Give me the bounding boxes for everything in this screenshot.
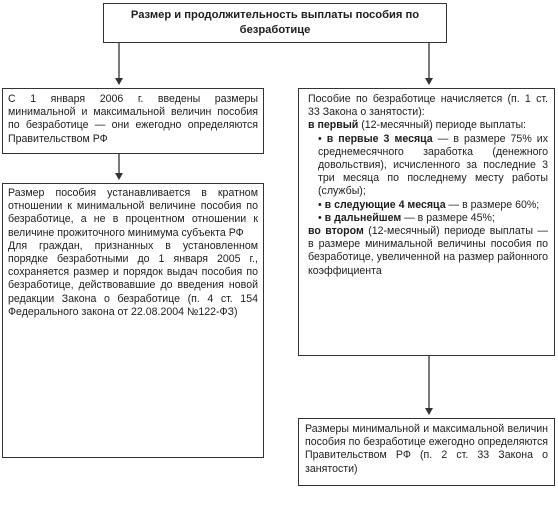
left-box-2-para-1: Размер пособия устанавливается в кратном отношении к минимальной величине пособия по безработице, а не в процентном отношении к величине прожиточного минимума субъекта РФ	[8, 187, 258, 239]
period-item-3-text: — в размере 45%;	[401, 211, 495, 224]
period-item-3-label: в дальнейшем	[324, 211, 402, 224]
period-item-2-label: в следующие 4 месяца	[324, 198, 446, 211]
left-box-1-text: С 1 января 2006 г. введены размеры минимальной и максимальной величин пособия по безработице — они ежегодно определяются Правительством РФ	[8, 93, 258, 145]
period-item-3: • в дальнейшем — в размере 45%;	[318, 211, 495, 224]
right-box-2-text: Размеры минимальной и максимальной величин пособия по безработице ежегодно определяются Правительством РФ (п. 2 ст. 33 Закона о занятости)	[305, 423, 548, 475]
title-text: Размер и продолжительность выплаты пособия по безработице	[130, 9, 420, 36]
right-box-payment-periods	[298, 88, 555, 356]
period-item-1-text: — в размере 75% их среднемесячного заработка (денежного довольствия), исчисленного за последние 3 три месяца по последнему месту работы (службы);	[318, 132, 548, 198]
second-period	[308, 225, 548, 278]
period-item-1: • в первые 3 месяца — в размере 75% их среднемесячного заработка (денежного довольствия), исчисленного за последние 3 три месяца по последнему месту работы (службы);	[318, 132, 548, 198]
title-box	[103, 3, 447, 43]
left-box-benefit-size	[2, 183, 264, 458]
right-box-min-max-government	[298, 418, 555, 486]
left-box-min-max-values	[2, 88, 264, 154]
right-box-intro: Пособие по безработице начисляется (п. 1 ст. 33 Закона о занятости):	[308, 93, 548, 119]
first-period	[308, 119, 548, 132]
left-box-2-para-2: Для граждан, признанных в установленном порядке безработными до 1 января 2005 г., сохраняется размер и порядок выдач пособия по безработице, действовавшие до введения новой редакции Закона о безработице (п. 4 ст. 154 Федерального закона от 22.08.2004 №122-ФЗ)	[8, 239, 258, 318]
second-period-text: (12-месячный) периоде выплаты — в размере минимальной величины пособия по безработице, увеличенной на размер районного коэффициента	[308, 225, 548, 277]
period-item-2: • в следующие 4 месяца — в размере 60%;	[318, 198, 540, 211]
period-item-2-text: — в размере 60%;	[445, 198, 540, 211]
first-period-label: в первый	[308, 119, 359, 132]
period-item-1-label: в первые 3 месяца	[326, 132, 433, 145]
second-period-label: во втором	[308, 225, 364, 238]
first-period-text: (12-месячный) периоде выплаты:	[358, 119, 527, 132]
